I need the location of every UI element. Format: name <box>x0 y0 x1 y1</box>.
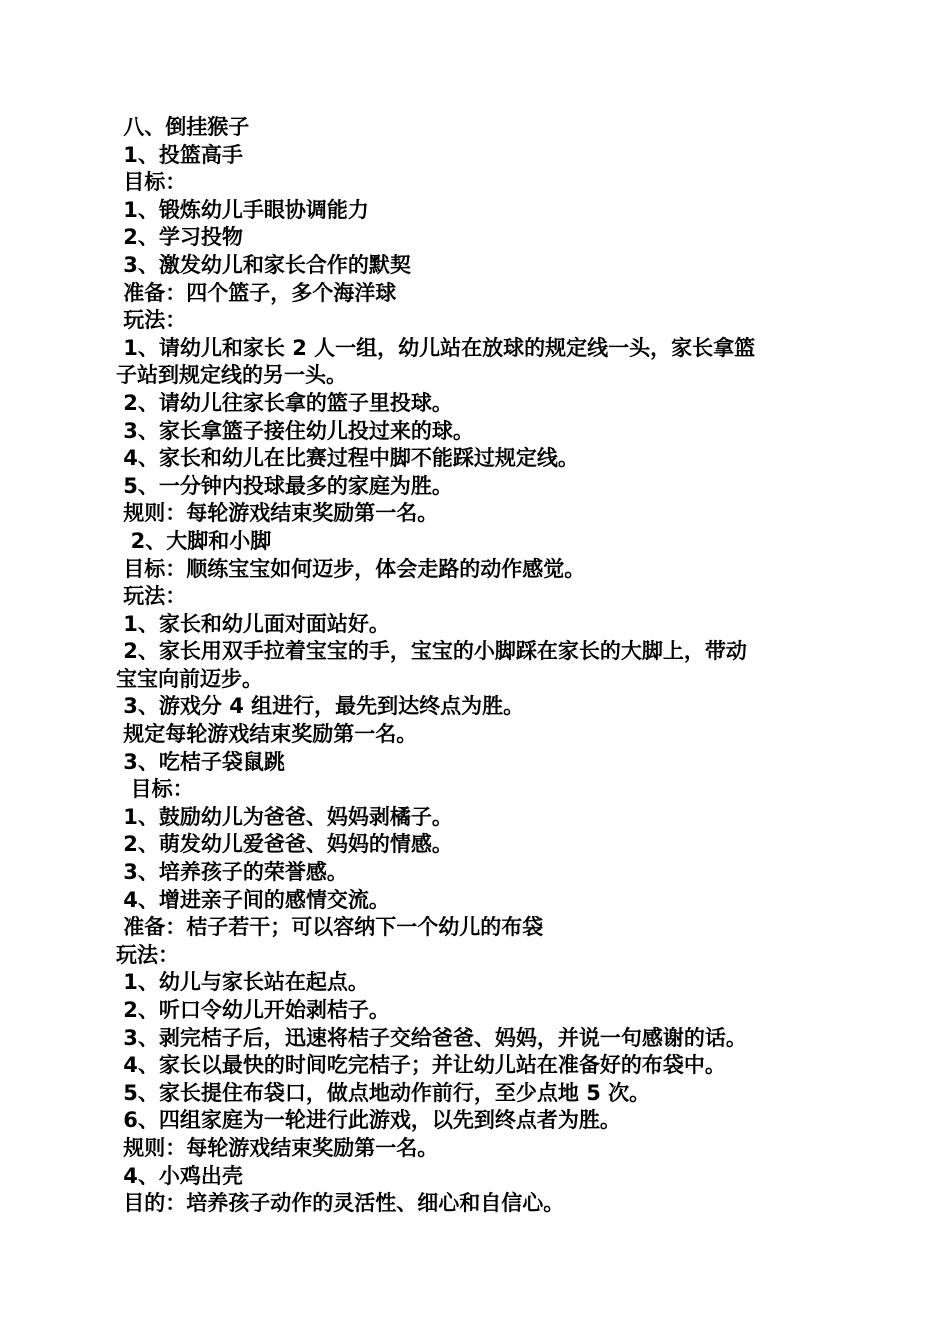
text-line: 1、鼓励幼儿为爸爸、妈妈剥橘子。 <box>116 804 453 829</box>
text-line: 规则：每轮游戏结束奖励第一名。 <box>116 1135 439 1160</box>
text-line: 目标：顺练宝宝如何迈步，体会走路的动作感觉。 <box>116 556 586 581</box>
text-line: 1、请幼儿和家长 2 人一组，幼儿站在放球的规定线一头，家长拿篮 <box>116 335 756 360</box>
text-line: 3、剥完桔子后，迅速将桔子交给爸爸、妈妈，并说一句感谢的话。 <box>116 1025 747 1050</box>
text-line: 规定每轮游戏结束奖励第一名。 <box>116 722 418 747</box>
text-line: 目的：培养孩子动作的灵活性、细心和自信心。 <box>116 1191 565 1216</box>
text-line: 准备：四个篮子，多个海洋球 <box>116 280 397 305</box>
text-line: 4、家长以最快的时间吃完桔子；并让幼儿站在准备好的布袋中。 <box>116 1053 726 1078</box>
text-line: 3、激发幼儿和家长合作的默契 <box>116 252 411 277</box>
text-line: 规则：每轮游戏结束奖励第一名。 <box>116 501 439 526</box>
game-title: 2、大脚和小脚 <box>116 528 272 553</box>
text-line: 5、家长提住布袋口，做点地动作前行，至少点地 5 次。 <box>116 1080 651 1105</box>
text-line: 2、萌发幼儿爱爸爸、妈妈的情感。 <box>116 832 453 857</box>
text-line: 2、请幼儿往家长拿的篮子里投球。 <box>116 390 453 415</box>
text-line: 目标： <box>116 777 194 802</box>
text-line: 准备：桔子若干；可以容纳下一个幼儿的布袋 <box>116 915 544 940</box>
section-heading: 八、倒挂猴子 <box>116 115 250 139</box>
text-line: 2、听口令幼儿开始剥桔子。 <box>116 998 390 1022</box>
text-line: 3、游戏分 4 组进行，最先到达终点为胜。 <box>116 694 525 719</box>
text-line: 子站到规定线的另一头。 <box>116 363 347 388</box>
document-body <box>116 114 846 1218</box>
text-line: 玩法： <box>116 584 187 609</box>
text-line: 宝宝向前迈步。 <box>116 666 263 691</box>
game-title: 3、吃桔子袋鼠跳 <box>116 749 285 774</box>
text-line: 1、锻炼幼儿手眼协调能力 <box>116 197 369 222</box>
text-line: 6、四组家庭为一轮进行此游戏，以先到终点者为胜。 <box>116 1108 621 1133</box>
text-line: 3、家长拿篮子接住幼儿投过来的球。 <box>116 418 474 443</box>
text-line: 4、家长和幼儿在比赛过程中脚不能踩过规定线。 <box>116 446 579 471</box>
text-line: 玩法： <box>116 308 187 333</box>
game-title: 1、投篮高手 <box>116 142 243 167</box>
text-line: 5、一分钟内投球最多的家庭为胜。 <box>116 473 453 498</box>
game-title: 4、小鸡出壳 <box>116 1163 243 1188</box>
text-line: 3、培养孩子的荣誉感。 <box>116 860 348 885</box>
text-line: 2、家长用双手拉着宝宝的手，宝宝的小脚踩在家长的大脚上，带动 <box>116 639 747 664</box>
text-line: 1、家长和幼儿面对面站好。 <box>116 611 390 636</box>
text-line: 目标： <box>116 170 187 195</box>
text-line: 玩法： <box>116 942 179 967</box>
text-line: 2、学习投物 <box>116 225 243 250</box>
text-line: 1、幼儿与家长站在起点。 <box>116 970 369 995</box>
text-line: 4、增进亲子间的感情交流。 <box>116 887 390 912</box>
